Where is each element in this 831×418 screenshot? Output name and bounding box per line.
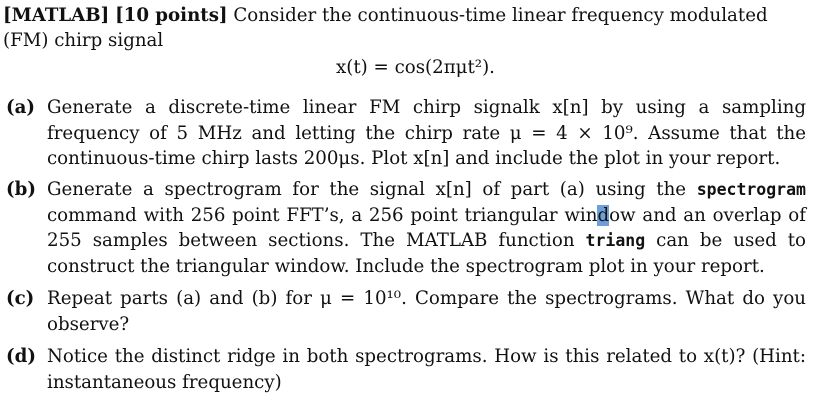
matlab-tag: [MATLAB]	[3, 5, 110, 26]
part-d	[6, 344, 806, 395]
part-b-text	[47, 177, 806, 279]
part-b-text-4: can be used to construct the triangular window. Include the spectrogram plot in your report.	[47, 230, 806, 277]
part-d-label: (d)	[6, 346, 36, 367]
triang-code: triang	[585, 231, 646, 250]
part-d-text: Notice the distinct ridge in both spectrograms. How is this related to x(t)? (Hint: instantaneous frequency)	[47, 346, 806, 393]
part-b-text-1: Generate a spectrogram for the signal x[n] of part (a) using the	[47, 179, 687, 200]
part-b-text-2: command with 256 point FFT’s, a 256 point triangular win	[47, 204, 598, 226]
part-c	[6, 286, 806, 337]
points-badge: [10 points]	[115, 5, 228, 26]
spectrogram-code: spectrogram	[696, 180, 806, 199]
text-cursor-highlight: d	[597, 204, 610, 226]
part-c-text: Repeat parts (a) and (b) for μ = 10¹⁰. Compare the spectrograms. What do you observe?	[47, 288, 806, 335]
part-c-label: (c)	[6, 288, 35, 309]
part-a	[6, 95, 806, 172]
problem-header	[3, 3, 813, 53]
part-b-label: (b)	[6, 179, 36, 200]
part-a-text: Generate a discrete-time linear FM chirp signalk x[n] by using a sampling frequency of 5 MHz and letting the chirp rate μ = 4 × 10⁹. Assume that the continuous-time chirp lasts 200μs. Plot x[n] and include the plot in your report.	[47, 97, 806, 169]
part-b-text-3: ow and an overlap of 255 samples between sections. The MATLAB function	[47, 204, 806, 251]
chirp-equation: x(t) = cos(2πμt²).	[336, 57, 495, 78]
problem-intro: Consider the continuous-time linear frequency modulated (FM) chirp signal	[3, 5, 768, 51]
part-a-label: (a)	[6, 97, 35, 118]
part-b	[6, 177, 806, 279]
